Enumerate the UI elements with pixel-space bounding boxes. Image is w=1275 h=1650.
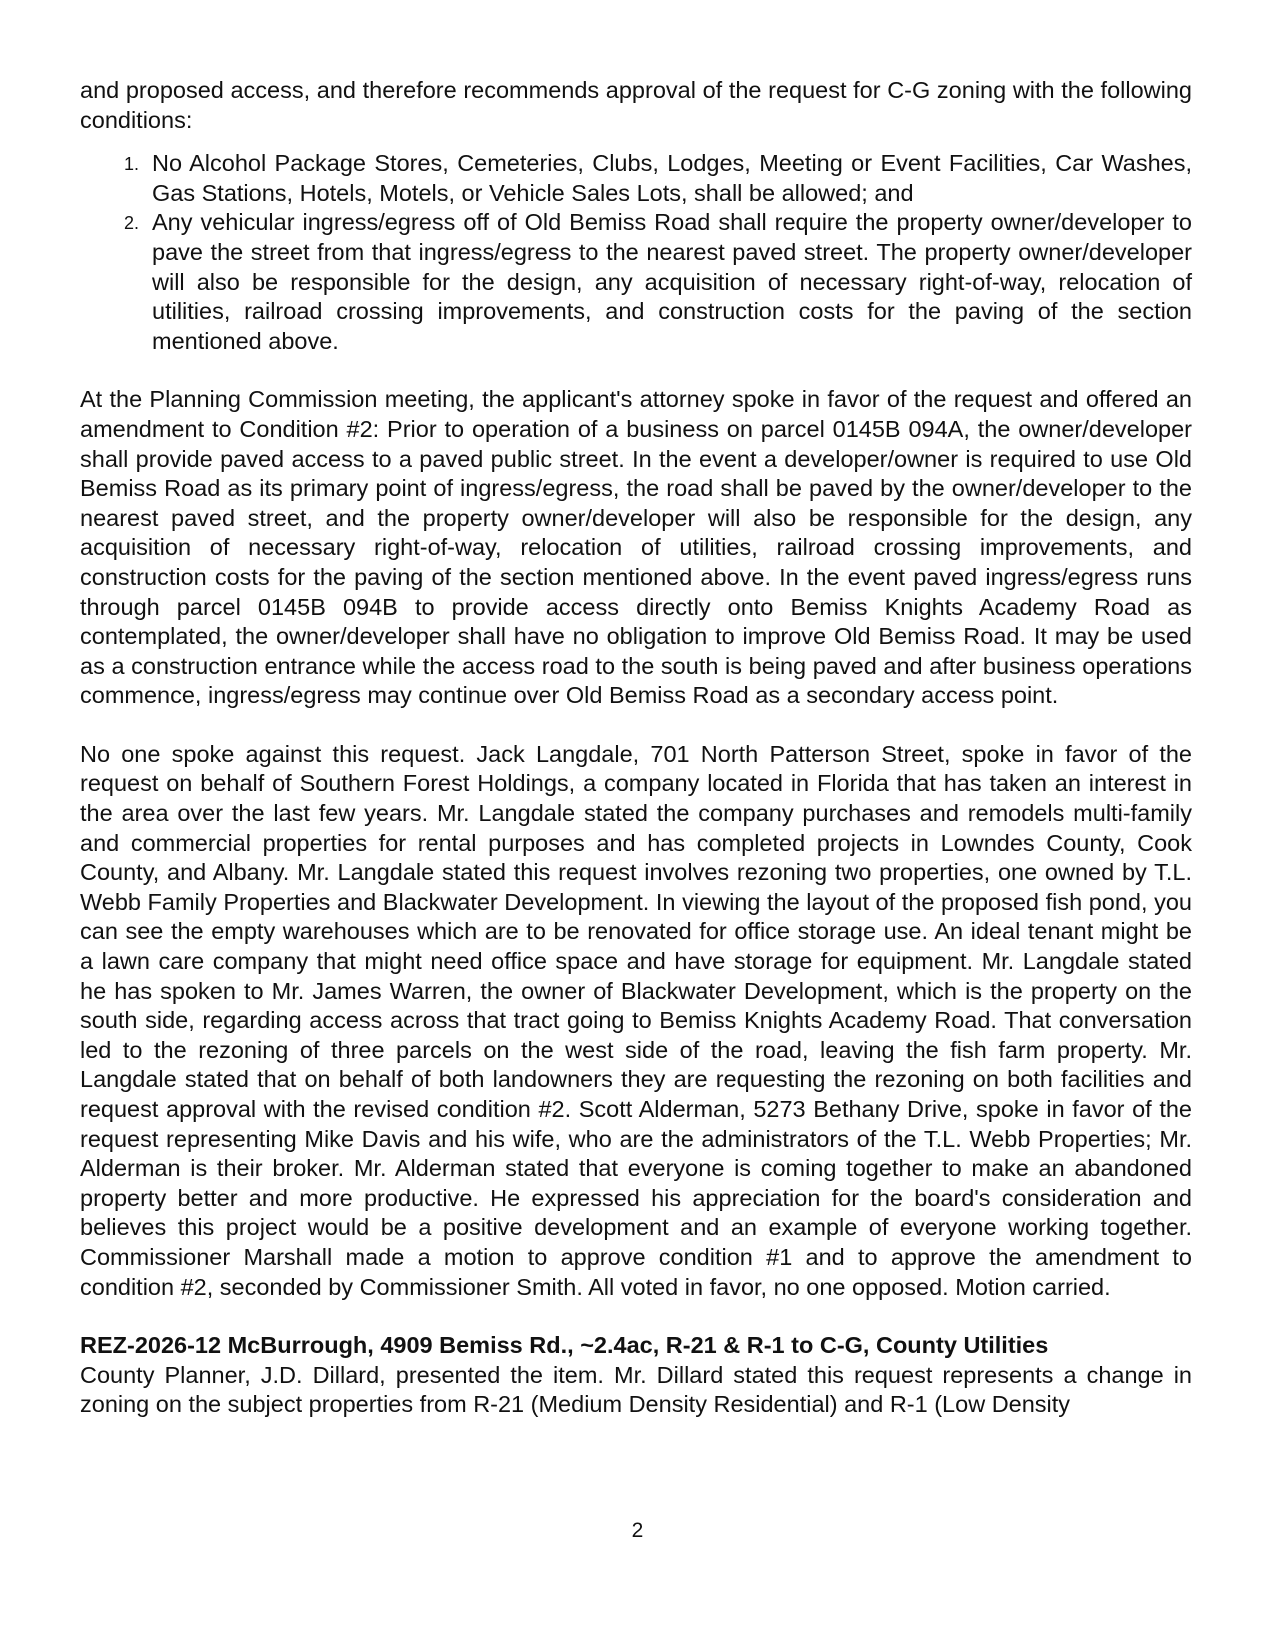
paragraph-spacer (80, 1302, 1192, 1331)
condition-item (80, 149, 1192, 208)
conditions-list (80, 149, 1192, 356)
intro-paragraph: and proposed access, and therefore recommends approval of the request for C-G zoning with the following conditions: (80, 77, 1192, 133)
condition-number: 2. (124, 213, 140, 234)
condition-text: Any vehicular ingress/egress off of Old Bemiss Road shall require the property owner/developer to pave the street from that ingress/egress to the nearest paved street. The property owner/developer will also be responsible for the design, any acquisition of necessary right-of-way, relocation of utilities, railroad crossing improvements, and construction costs for the paving of the section mentioned above. (152, 209, 1192, 354)
condition-text: No Alcohol Package Stores, Cemeteries, Clubs, Lodges, Meeting or Event Facilities, Car Washes, Gas Stations, Hotels, Motels, or Vehicle Sales Lots, shall be allowed; and (152, 150, 1192, 206)
page-number: 2 (631, 1519, 644, 1542)
document-page (80, 76, 1192, 1420)
planning-commission-paragraph: At the Planning Commission meeting, the applicant's attorney spoke in favor of the request and offered an amendment to Condition #2: Prior to operation of a business on parcel 0145B 094A, the owner/developer shall provide paved access to a paved public street. In the event a developer/owner is required to use Old Bemiss Road as its primary point of ingress/egress, the road shall be paved by the owner/developer to the nearest paved street, and the property owner/developer will also be responsible for the design, any acquisition of necessary right-of-way, relocation of utilities, railroad crossing improvements, and construction costs for the paving of the section mentioned above. In the event paved ingress/egress runs through parcel 0145B 094B to provide access directly onto Bemiss Knights Academy Road as contemplated, the owner/developer shall have no obligation to improve Old Bemiss Road. It may be used as a construction entrance while the access road to the south is being paved and after business operations commence, ingress/egress may continue over Old Bemiss Road as a secondary access point. (80, 386, 1192, 709)
condition-number: 1. (124, 154, 140, 175)
condition-item (80, 208, 1192, 356)
discussion-paragraph: No one spoke against this request. Jack Langdale, 701 North Patterson Street, spoke in favor of the request on behalf of Southern Forest Holdings, a company located in Florida that has taken an interest in the area over the last few years. Mr. Langdale stated the company purchases and remodels multi-family and commercial properties for rental purposes and has completed projects in Lowndes County, Cook County, and Albany. Mr. Langdale stated this request involves rezoning two properties, one owned by T.L. Webb Family Properties and Blackwater Development. In viewing the layout of the proposed fish pond, you can see the empty warehouses which are to be renovated for office storage use. An ideal tenant might be a lawn care company that might need office space and have storage for equipment. Mr. Langdale stated he has spoken to Mr. James Warren, the owner of Blackwater Development, which is the property on the south side, regarding access across that tract going to Bemiss Knights Academy Road. That conversation led to the rezoning of three parcels on the west side of the road, leaving the fish farm property. Mr. Langdale stated that on behalf of both landowners they are requesting the rezoning on both facilities and request approval with the revised condition #2. Scott Alderman, 5273 Bethany Drive, spoke in favor of the request representing Mike Davis and his wife, who are the administrators of the T.L. Webb Properties; Mr. Alderman is their broker. Mr. Alderman stated that everyone is coming together to make an abandoned property better and more productive. He expressed his appreciation for the board's consideration and believes this project would be a positive development and an example of everyone working together. Commissioner Marshall made a motion to approve condition #1 and to approve the amendment to condition #2, seconded by Commissioner Smith. All voted in favor, no one opposed. Motion carried. (80, 740, 1192, 1300)
agenda-item-heading: REZ-2026-12 McBurrough, 4909 Bemiss Rd., ~2.4ac, R-21 & R-1 to C-G, County Utilities (80, 1332, 1049, 1359)
paragraph-spacer (80, 356, 1192, 385)
agenda-item-text: County Planner, J.D. Dillard, presented the item. Mr. Dillard stated this request represents a change in zoning on the subject properties from R-21 (Medium Density Residential) and R-1 (Low Density (80, 1361, 1192, 1418)
paragraph-spacer (80, 711, 1192, 740)
